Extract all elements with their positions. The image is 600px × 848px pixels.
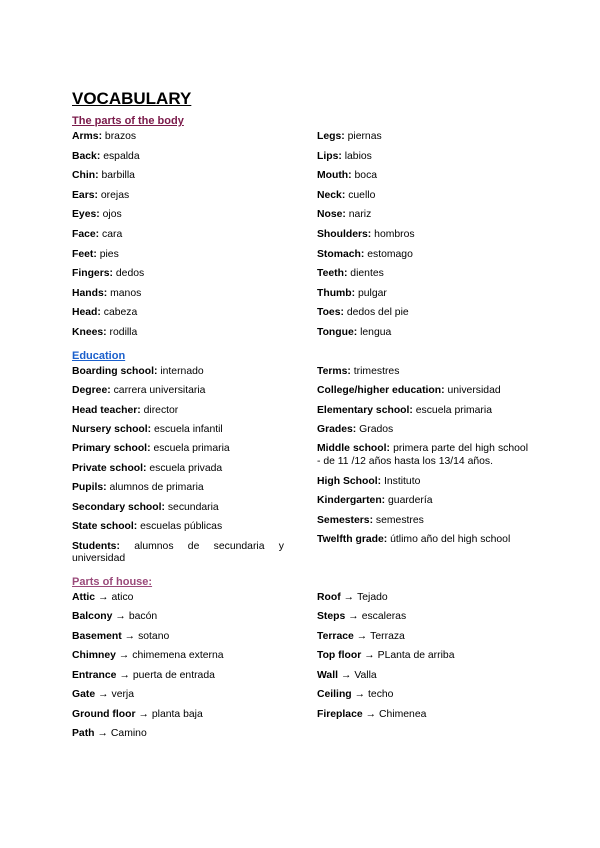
vocab-definition: carrera universitaria xyxy=(113,385,206,397)
vocab-term: Semesters: xyxy=(317,514,374,526)
section-house xyxy=(72,573,528,748)
vocab-entry xyxy=(72,405,284,418)
vocab-entry xyxy=(317,151,528,164)
vocab-definition: escuela primaria xyxy=(153,443,230,455)
vocab-entry xyxy=(72,170,284,183)
vocab-entry xyxy=(72,327,284,340)
vocab-term: Grades: xyxy=(317,423,357,435)
section-body xyxy=(72,112,528,347)
vocab-entry xyxy=(317,190,528,203)
vocab-term: Ground floor xyxy=(72,708,136,720)
vocab-term: Nose: xyxy=(317,209,346,221)
house-left-column xyxy=(72,592,284,748)
vocab-definition: útlimo año del high school xyxy=(390,534,511,545)
vocab-definition: internado xyxy=(160,365,204,377)
vocab-definition: hombros xyxy=(374,228,415,240)
vocab-entry xyxy=(72,650,284,663)
vocab-entry xyxy=(317,327,528,340)
vocab-definition: cuello xyxy=(348,189,376,201)
vocab-entry xyxy=(72,482,284,495)
vocab-term: Elementary school: xyxy=(317,404,413,416)
vocab-term: Arms: xyxy=(72,131,103,142)
vocab-term: Middle school: xyxy=(317,443,390,455)
vocab-definition: Tejado xyxy=(357,591,388,603)
vocab-definition: trimestres xyxy=(353,365,400,377)
arrow-right-icon: → xyxy=(98,689,109,701)
vocab-definition: Camino xyxy=(110,728,147,740)
vocab-term: Nursery school: xyxy=(72,423,152,435)
vocab-entry xyxy=(72,443,284,456)
vocab-term: Basement xyxy=(72,630,122,642)
vocab-entry xyxy=(317,307,528,320)
vocab-term: Chimney xyxy=(72,650,116,662)
vocab-entry xyxy=(72,631,284,644)
vocab-definition: dedos xyxy=(115,268,145,280)
vocab-term: Terrace xyxy=(317,630,354,642)
vocab-entry xyxy=(317,689,528,702)
vocab-entry xyxy=(317,515,528,528)
vocab-definition: escuelas públicas xyxy=(140,521,223,533)
vocab-entry xyxy=(72,463,284,476)
vocab-definition: bacón xyxy=(128,611,158,623)
vocab-definition: Grados xyxy=(359,423,394,435)
vocab-entry xyxy=(317,209,528,222)
vocab-term: Hands: xyxy=(72,287,108,299)
vocab-term: Steps xyxy=(317,611,346,623)
arrow-right-icon: → xyxy=(124,630,136,642)
arrow-right-icon: → xyxy=(348,611,359,623)
arrow-right-icon: → xyxy=(98,591,109,603)
vocab-definition: brazos xyxy=(104,131,137,142)
vocab-entry xyxy=(72,385,284,398)
vocab-term: Twelfth grade: xyxy=(317,534,388,545)
vocab-term: Toes: xyxy=(317,307,344,319)
vocab-definition: labios xyxy=(344,150,372,162)
arrow-right-icon: → xyxy=(356,630,368,642)
section-education xyxy=(72,347,528,573)
vocab-term: Top floor xyxy=(317,650,362,662)
vocab-definition: Terraza xyxy=(370,630,405,642)
vocab-term: Pupils: xyxy=(72,482,107,494)
vocab-definition: director xyxy=(143,404,179,416)
vocab-definition: rodilla xyxy=(109,326,138,338)
vocab-definition: cabeza xyxy=(103,307,138,319)
vocab-entry xyxy=(72,502,284,515)
page-title: VOCABULARY xyxy=(72,89,192,108)
vocab-term: Knees: xyxy=(72,326,107,338)
vocab-term: Fingers: xyxy=(72,268,113,280)
vocab-definition: Instituto xyxy=(383,475,421,487)
vocab-entry xyxy=(317,631,528,644)
vocab-definition: Valla xyxy=(354,669,377,681)
vocab-entry xyxy=(72,611,284,624)
vocab-term: Ceiling xyxy=(317,689,352,701)
vocab-term: Mouth: xyxy=(317,170,352,182)
vocab-term: High School: xyxy=(317,475,382,487)
vocab-definition: semestres xyxy=(375,514,424,526)
vocab-term: Private school: xyxy=(72,462,147,474)
vocab-term: Students: xyxy=(72,540,120,552)
vocab-entry xyxy=(72,709,284,722)
vocab-term: Path xyxy=(72,728,95,740)
vocab-entry xyxy=(72,307,284,320)
vocab-term: Degree: xyxy=(72,385,111,397)
vocab-term: Shoulders: xyxy=(317,228,372,240)
section-heading-body: The parts of the body xyxy=(72,115,184,127)
vocab-term: Ears: xyxy=(72,189,98,201)
vocab-term: Eyes: xyxy=(72,209,100,221)
vocab-definition: cara xyxy=(102,228,123,240)
vocab-definition: Chimenea xyxy=(379,708,427,720)
vocab-definition: chimemena externa xyxy=(132,650,224,662)
vocab-term: Gate xyxy=(72,689,96,701)
section-heading-education: Education xyxy=(72,349,126,362)
arrow-right-icon: → xyxy=(340,669,352,681)
vocab-definition: barbilla xyxy=(101,170,135,182)
education-left-column xyxy=(72,366,284,573)
vocab-entry xyxy=(317,476,528,489)
vocab-definition: espalda xyxy=(103,150,140,162)
vocab-term: Entrance xyxy=(72,669,117,681)
vocab-entry xyxy=(72,131,284,144)
vocab-entry xyxy=(317,288,528,301)
vocab-term: Feet: xyxy=(72,248,97,260)
vocab-term: Terms: xyxy=(317,365,351,377)
arrow-right-icon: → xyxy=(97,728,108,740)
vocab-entry xyxy=(72,366,284,379)
vocab-entry xyxy=(317,592,528,605)
arrow-right-icon: → xyxy=(354,689,366,701)
vocab-definition: ojos xyxy=(102,209,122,221)
vocab-definition: planta baja xyxy=(151,708,203,720)
vocab-definition: pies xyxy=(99,248,119,260)
vocab-entry xyxy=(317,611,528,624)
body-left-column xyxy=(72,131,284,347)
vocab-entry xyxy=(317,534,528,547)
vocab-term: Back: xyxy=(72,150,101,162)
vocab-term: Fireplace xyxy=(317,708,363,720)
vocab-term: Thumb: xyxy=(317,287,356,299)
vocab-entry xyxy=(72,249,284,262)
vocab-entry xyxy=(72,209,284,222)
vocab-definition: alumnos de secundaria y universidad xyxy=(72,540,284,565)
vocab-entry xyxy=(317,443,528,468)
vocab-term: Face: xyxy=(72,228,100,240)
vocab-definition: sotano xyxy=(138,630,170,642)
vocab-definition: escaleras xyxy=(361,611,407,623)
vocab-term: Lips: xyxy=(317,150,342,162)
vocab-entry xyxy=(72,728,284,741)
body-right-column xyxy=(317,131,528,347)
vocab-term: Boarding school: xyxy=(72,365,158,377)
vocab-definition: techo xyxy=(368,689,394,701)
vocab-definition: boca xyxy=(354,170,378,182)
vocab-definition: primera parte del high school - de 11 /12 años hasta los 13/14 años. xyxy=(317,443,528,468)
vocab-entry xyxy=(317,670,528,683)
section-heading-house: Parts of house: xyxy=(72,575,153,588)
vocab-entry xyxy=(317,170,528,183)
vocab-entry xyxy=(317,229,528,242)
vocab-definition: pulgar xyxy=(357,287,387,299)
vocab-entry xyxy=(317,650,528,663)
vocab-entry xyxy=(72,670,284,683)
vocab-entry xyxy=(72,521,284,534)
vocab-term: Tongue: xyxy=(317,326,358,338)
vocab-entry xyxy=(317,424,528,437)
vocab-entry xyxy=(317,268,528,281)
vocab-definition: manos xyxy=(110,287,142,299)
house-right-column xyxy=(317,592,528,748)
vocab-entry xyxy=(72,229,284,242)
vocab-entry xyxy=(317,495,528,508)
vocab-entry xyxy=(72,541,284,566)
vocab-definition: escuela primaria xyxy=(415,404,492,416)
vocab-term: Teeth: xyxy=(317,268,348,280)
vocab-term: Head: xyxy=(72,307,101,319)
vocab-entry xyxy=(72,151,284,164)
vocab-definition: nariz xyxy=(348,209,372,221)
vocab-term: Balcony xyxy=(72,611,113,623)
vocab-entry xyxy=(317,385,528,398)
vocab-entry xyxy=(72,424,284,437)
vocab-entry xyxy=(317,709,528,722)
vocab-entry xyxy=(72,592,284,605)
arrow-right-icon: → xyxy=(115,611,126,623)
education-right-column xyxy=(317,366,528,573)
arrow-right-icon: → xyxy=(119,669,130,681)
vocab-definition: estomago xyxy=(367,248,413,260)
vocab-term: Stomach: xyxy=(317,248,365,260)
vocab-term: Roof xyxy=(317,591,341,603)
vocab-definition: puerta de entrada xyxy=(132,669,215,681)
vocab-entry xyxy=(317,405,528,418)
vocab-definition: PLanta de arriba xyxy=(377,650,455,662)
vocab-definition: guardería xyxy=(388,495,433,507)
vocab-entry xyxy=(317,249,528,262)
vocab-term: Kindergarten: xyxy=(317,495,386,507)
vocab-term: Neck: xyxy=(317,189,346,201)
vocab-term: State school: xyxy=(72,521,138,533)
vocab-term: Head teacher: xyxy=(72,404,141,416)
vocab-term: College/higher education: xyxy=(317,385,445,397)
vocab-entry xyxy=(317,366,528,379)
vocab-term: Legs: xyxy=(317,131,345,142)
vocab-definition: atico xyxy=(111,591,134,603)
vocab-entry xyxy=(317,131,528,144)
vocab-definition: orejas xyxy=(100,189,130,201)
arrow-right-icon: → xyxy=(118,650,130,662)
vocab-definition: escuela privada xyxy=(149,462,223,474)
vocab-term: Chin: xyxy=(72,170,99,182)
vocab-definition: lengua xyxy=(360,326,392,338)
arrow-right-icon: → xyxy=(138,708,149,720)
vocab-entry xyxy=(72,268,284,281)
vocab-term: Secondary school: xyxy=(72,501,165,513)
vocab-entry xyxy=(72,190,284,203)
vocab-definition: alumnos de primaria xyxy=(109,482,204,494)
vocab-term: Attic xyxy=(72,591,96,603)
vocab-definition: verja xyxy=(111,689,135,701)
vocab-term: Wall xyxy=(317,669,338,681)
vocab-term: Primary school: xyxy=(72,443,151,455)
vocab-entry xyxy=(72,288,284,301)
arrow-right-icon: → xyxy=(365,708,377,720)
vocab-definition: escuela infantil xyxy=(154,423,223,435)
vocab-definition: secundaria xyxy=(167,501,219,513)
vocab-definition: universidad xyxy=(447,385,501,397)
document-page xyxy=(72,88,528,748)
vocab-entry xyxy=(72,689,284,702)
vocab-definition: piernas xyxy=(347,131,382,142)
arrow-right-icon: → xyxy=(364,650,375,662)
vocab-definition: dientes xyxy=(350,268,384,280)
vocab-definition: dedos del pie xyxy=(346,307,409,319)
arrow-right-icon: → xyxy=(343,591,355,603)
